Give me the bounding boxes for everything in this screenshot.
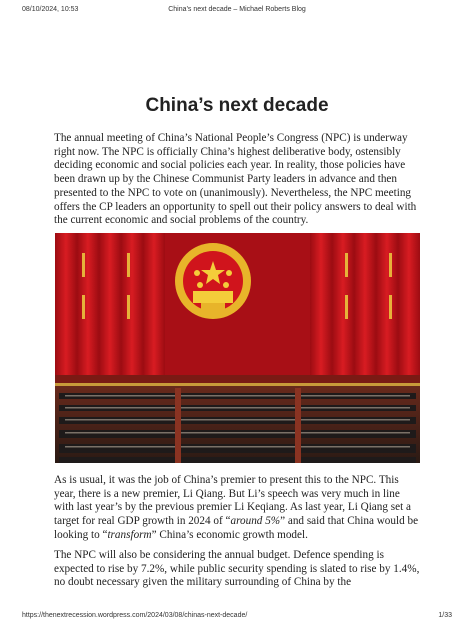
print-footer — [22, 612, 452, 624]
source-url[interactable]: https://thenextrecession.wordpress.com/2024/03/08/chinas-next-decade/ — [22, 612, 248, 619]
print-datetime: 08/10/2024, 10:53 — [22, 6, 79, 13]
print-page-title: China’s next decade – Michael Roberts Blog — [168, 6, 306, 13]
npc-hall-photo — [55, 233, 420, 463]
article-paragraph-2 — [54, 474, 422, 543]
national-emblem — [175, 243, 251, 319]
paragraph-2-text-c: ” China’s economic growth model. — [151, 528, 308, 541]
article-title: China’s next decade — [145, 95, 329, 116]
page-number: 1/33 — [438, 612, 452, 619]
print-header — [22, 6, 452, 18]
hall-image — [55, 233, 420, 463]
paragraph-2-text-b: ” and said that China would be looking to “ — [54, 515, 419, 541]
transform-emphasis: transform — [107, 528, 152, 541]
growth-target-emphasis: around 5% — [230, 515, 281, 528]
article-paragraph-3: The NPC will also be considering the annual budget. Defence spending is expected to rise by 7.2%, while public security spending is slated to rise by 1.4%, no doubt necessary given the military surrounding of China by the — [54, 549, 420, 589]
paragraph-2-text-a: As is usual, it was the job of China’s premier to present this to the NPC. This year, there is a new premier, Li Qiang. But Li’s speech was very much in line with last year’s by the previous premier Li Keqiang. As last year, Li Qiang set a target for real GDP growth in 2024 of “ — [54, 474, 411, 528]
article-paragraph-1: The annual meeting of China’s National People’s Congress (NPC) is underway right now. The NPC is officially China’s highest deliberative body, ostensibly deciding economic and social policies each year. In reality, those policies have been drawn up by the Chinese Communist Party leaders in advance and then presented to the NPC to vote on (unanimously). Nevertheless, the NPC meeting offers the CP leaders an opportunity to spell out their policy answers to deal with the current economic and social problems of the country. — [54, 132, 417, 227]
